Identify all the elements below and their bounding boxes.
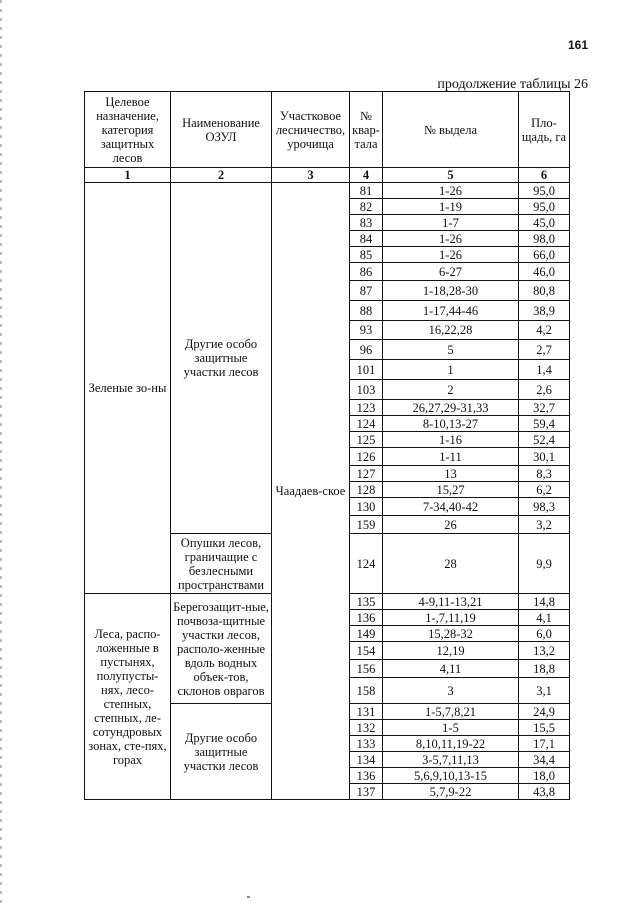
group-green-zones: Зеленые зо-ны bbox=[85, 183, 171, 594]
quarter-cell: 87 bbox=[350, 281, 383, 301]
quarter-cell: 154 bbox=[350, 642, 383, 660]
allotment-cell: 15,28-32 bbox=[383, 626, 519, 642]
quarter-cell: 101 bbox=[350, 360, 383, 380]
header-allotment: № выдела bbox=[383, 92, 519, 168]
allotment-cell: 3 bbox=[383, 678, 519, 704]
allotment-cell: 1-17,44-46 bbox=[383, 301, 519, 321]
area-cell: 32,7 bbox=[519, 400, 570, 416]
quarter-cell: 134 bbox=[350, 752, 383, 768]
allotment-cell: 28 bbox=[383, 534, 519, 594]
header-purpose: Целевое назначение, категория защитных лесов bbox=[85, 92, 171, 168]
allotment-cell: 1-11 bbox=[383, 448, 519, 466]
quarter-cell: 88 bbox=[350, 301, 383, 321]
page-number: 161 bbox=[567, 38, 588, 52]
quarter-cell: 149 bbox=[350, 626, 383, 642]
area-cell: 2,6 bbox=[519, 380, 570, 400]
table-container bbox=[84, 91, 570, 800]
quarter-cell: 85 bbox=[350, 247, 383, 263]
allotment-cell: 5 bbox=[383, 340, 519, 360]
area-cell: 1,4 bbox=[519, 360, 570, 380]
allotment-cell: 8-10,13-27 bbox=[383, 416, 519, 432]
allotment-cell: 7-34,40-42 bbox=[383, 498, 519, 516]
quarter-cell: 156 bbox=[350, 660, 383, 678]
area-cell: 3,1 bbox=[519, 678, 570, 704]
area-cell: 98,0 bbox=[519, 231, 570, 247]
quarter-cell: 136 bbox=[350, 610, 383, 626]
group-bank-protection: Берегозащит-ные, почвоза-щитные участки лесов, располо-женные вдоль водных объек-тов, склонов оврагов bbox=[171, 594, 272, 704]
area-cell: 43,8 bbox=[519, 784, 570, 800]
column-number: 6 bbox=[519, 168, 570, 183]
group-other-special-2: Другие особо защитные участки лесов bbox=[171, 704, 272, 800]
allotment-cell: 4,11 bbox=[383, 660, 519, 678]
header-area: Пло-щадь, га bbox=[519, 92, 570, 168]
quarter-cell: 125 bbox=[350, 432, 383, 448]
area-cell: 18,8 bbox=[519, 660, 570, 678]
quarter-cell: 86 bbox=[350, 263, 383, 281]
quarter-cell: 159 bbox=[350, 516, 383, 534]
area-cell: 4,2 bbox=[519, 321, 570, 340]
allotment-cell: 6-27 bbox=[383, 263, 519, 281]
area-cell: 24,9 bbox=[519, 704, 570, 720]
quarter-cell: 124 bbox=[350, 416, 383, 432]
header-forestry: Участковое лесничество, урочища bbox=[272, 92, 350, 168]
quarter-cell: 137 bbox=[350, 784, 383, 800]
allotment-cell: 26 bbox=[383, 516, 519, 534]
area-cell: 46,0 bbox=[519, 263, 570, 281]
group-forest-edges: Опушки лесов, граничащие с безлесными пространствами bbox=[171, 534, 272, 594]
scan-mark bbox=[247, 896, 250, 898]
allotment-cell: 1-,7,11,19 bbox=[383, 610, 519, 626]
quarter-cell: 158 bbox=[350, 678, 383, 704]
area-cell: 59,4 bbox=[519, 416, 570, 432]
quarter-cell: 81 bbox=[350, 183, 383, 199]
area-cell: 30,1 bbox=[519, 448, 570, 466]
quarter-cell: 127 bbox=[350, 466, 383, 482]
group-other-special-1: Другие особо защитные участки лесов bbox=[171, 183, 272, 534]
allotment-cell: 1-19 bbox=[383, 199, 519, 215]
area-cell: 6,0 bbox=[519, 626, 570, 642]
allotment-cell: 2 bbox=[383, 380, 519, 400]
allotment-cell: 1-5,7,8,21 bbox=[383, 704, 519, 720]
area-cell: 98,3 bbox=[519, 498, 570, 516]
header-ozul-name: Наименование ОЗУЛ bbox=[171, 92, 272, 168]
header-quarter: № квар-тала bbox=[350, 92, 383, 168]
allotment-cell: 1-26 bbox=[383, 247, 519, 263]
allotment-cell: 5,6,9,10,13-15 bbox=[383, 768, 519, 784]
allotment-cell: 13 bbox=[383, 466, 519, 482]
area-cell: 95,0 bbox=[519, 199, 570, 215]
quarter-cell: 84 bbox=[350, 231, 383, 247]
column-number: 1 bbox=[85, 168, 171, 183]
area-cell: 14,8 bbox=[519, 594, 570, 610]
quarter-cell: 133 bbox=[350, 736, 383, 752]
allotment-cell: 5,7,9-22 bbox=[383, 784, 519, 800]
area-cell: 8,3 bbox=[519, 466, 570, 482]
quarter-cell: 136 bbox=[350, 768, 383, 784]
column-number: 5 bbox=[383, 168, 519, 183]
quarter-cell: 103 bbox=[350, 380, 383, 400]
allotment-cell: 1-26 bbox=[383, 183, 519, 199]
data-table bbox=[84, 91, 570, 800]
header-row bbox=[85, 92, 570, 168]
table-caption: продолжение таблицы 26 bbox=[437, 77, 588, 92]
column-number: 2 bbox=[171, 168, 272, 183]
allotment-cell: 1-16 bbox=[383, 432, 519, 448]
allotment-cell: 26,27,29-31,33 bbox=[383, 400, 519, 416]
quarter-cell: 128 bbox=[350, 482, 383, 498]
allotment-cell: 8,10,11,19-22 bbox=[383, 736, 519, 752]
area-cell: 95,0 bbox=[519, 183, 570, 199]
area-cell: 38,9 bbox=[519, 301, 570, 321]
scan-edge bbox=[0, 0, 2, 905]
allotment-cell: 1-18,28-30 bbox=[383, 281, 519, 301]
area-cell: 80,8 bbox=[519, 281, 570, 301]
column-number: 3 bbox=[272, 168, 350, 183]
group-deserts: Леса, распо-ложенные в пустынях, полупусты-нях, лесо-степных, степных, ле-сотундровых зонах, сте-пях, горах bbox=[85, 594, 171, 800]
allotment-cell: 12,19 bbox=[383, 642, 519, 660]
quarter-cell: 126 bbox=[350, 448, 383, 466]
area-cell: 34,4 bbox=[519, 752, 570, 768]
area-cell: 13,2 bbox=[519, 642, 570, 660]
allotment-cell: 3-5,7,11,13 bbox=[383, 752, 519, 768]
area-cell: 15,5 bbox=[519, 720, 570, 736]
area-cell: 9,9 bbox=[519, 534, 570, 594]
group-forestry: Чаадаев-ское bbox=[272, 183, 350, 800]
quarter-cell: 123 bbox=[350, 400, 383, 416]
area-cell: 4,1 bbox=[519, 610, 570, 626]
area-cell: 66,0 bbox=[519, 247, 570, 263]
area-cell: 3,2 bbox=[519, 516, 570, 534]
table-row bbox=[85, 183, 570, 199]
column-number: 4 bbox=[350, 168, 383, 183]
quarter-cell: 82 bbox=[350, 199, 383, 215]
area-cell: 17,1 bbox=[519, 736, 570, 752]
quarter-cell: 96 bbox=[350, 340, 383, 360]
area-cell: 45,0 bbox=[519, 215, 570, 231]
area-cell: 6,2 bbox=[519, 482, 570, 498]
quarter-cell: 132 bbox=[350, 720, 383, 736]
quarter-cell: 83 bbox=[350, 215, 383, 231]
quarter-cell: 93 bbox=[350, 321, 383, 340]
area-cell: 18,0 bbox=[519, 768, 570, 784]
allotment-cell: 16,22,28 bbox=[383, 321, 519, 340]
quarter-cell: 130 bbox=[350, 498, 383, 516]
quarter-cell: 135 bbox=[350, 594, 383, 610]
area-cell: 52,4 bbox=[519, 432, 570, 448]
column-number-row bbox=[85, 168, 570, 183]
quarter-cell: 131 bbox=[350, 704, 383, 720]
quarter-cell: 124 bbox=[350, 534, 383, 594]
allotment-cell: 15,27 bbox=[383, 482, 519, 498]
allotment-cell: 1-7 bbox=[383, 215, 519, 231]
allotment-cell: 1-5 bbox=[383, 720, 519, 736]
allotment-cell: 4-9,11-13,21 bbox=[383, 594, 519, 610]
allotment-cell: 1 bbox=[383, 360, 519, 380]
allotment-cell: 1-26 bbox=[383, 231, 519, 247]
area-cell: 2,7 bbox=[519, 340, 570, 360]
